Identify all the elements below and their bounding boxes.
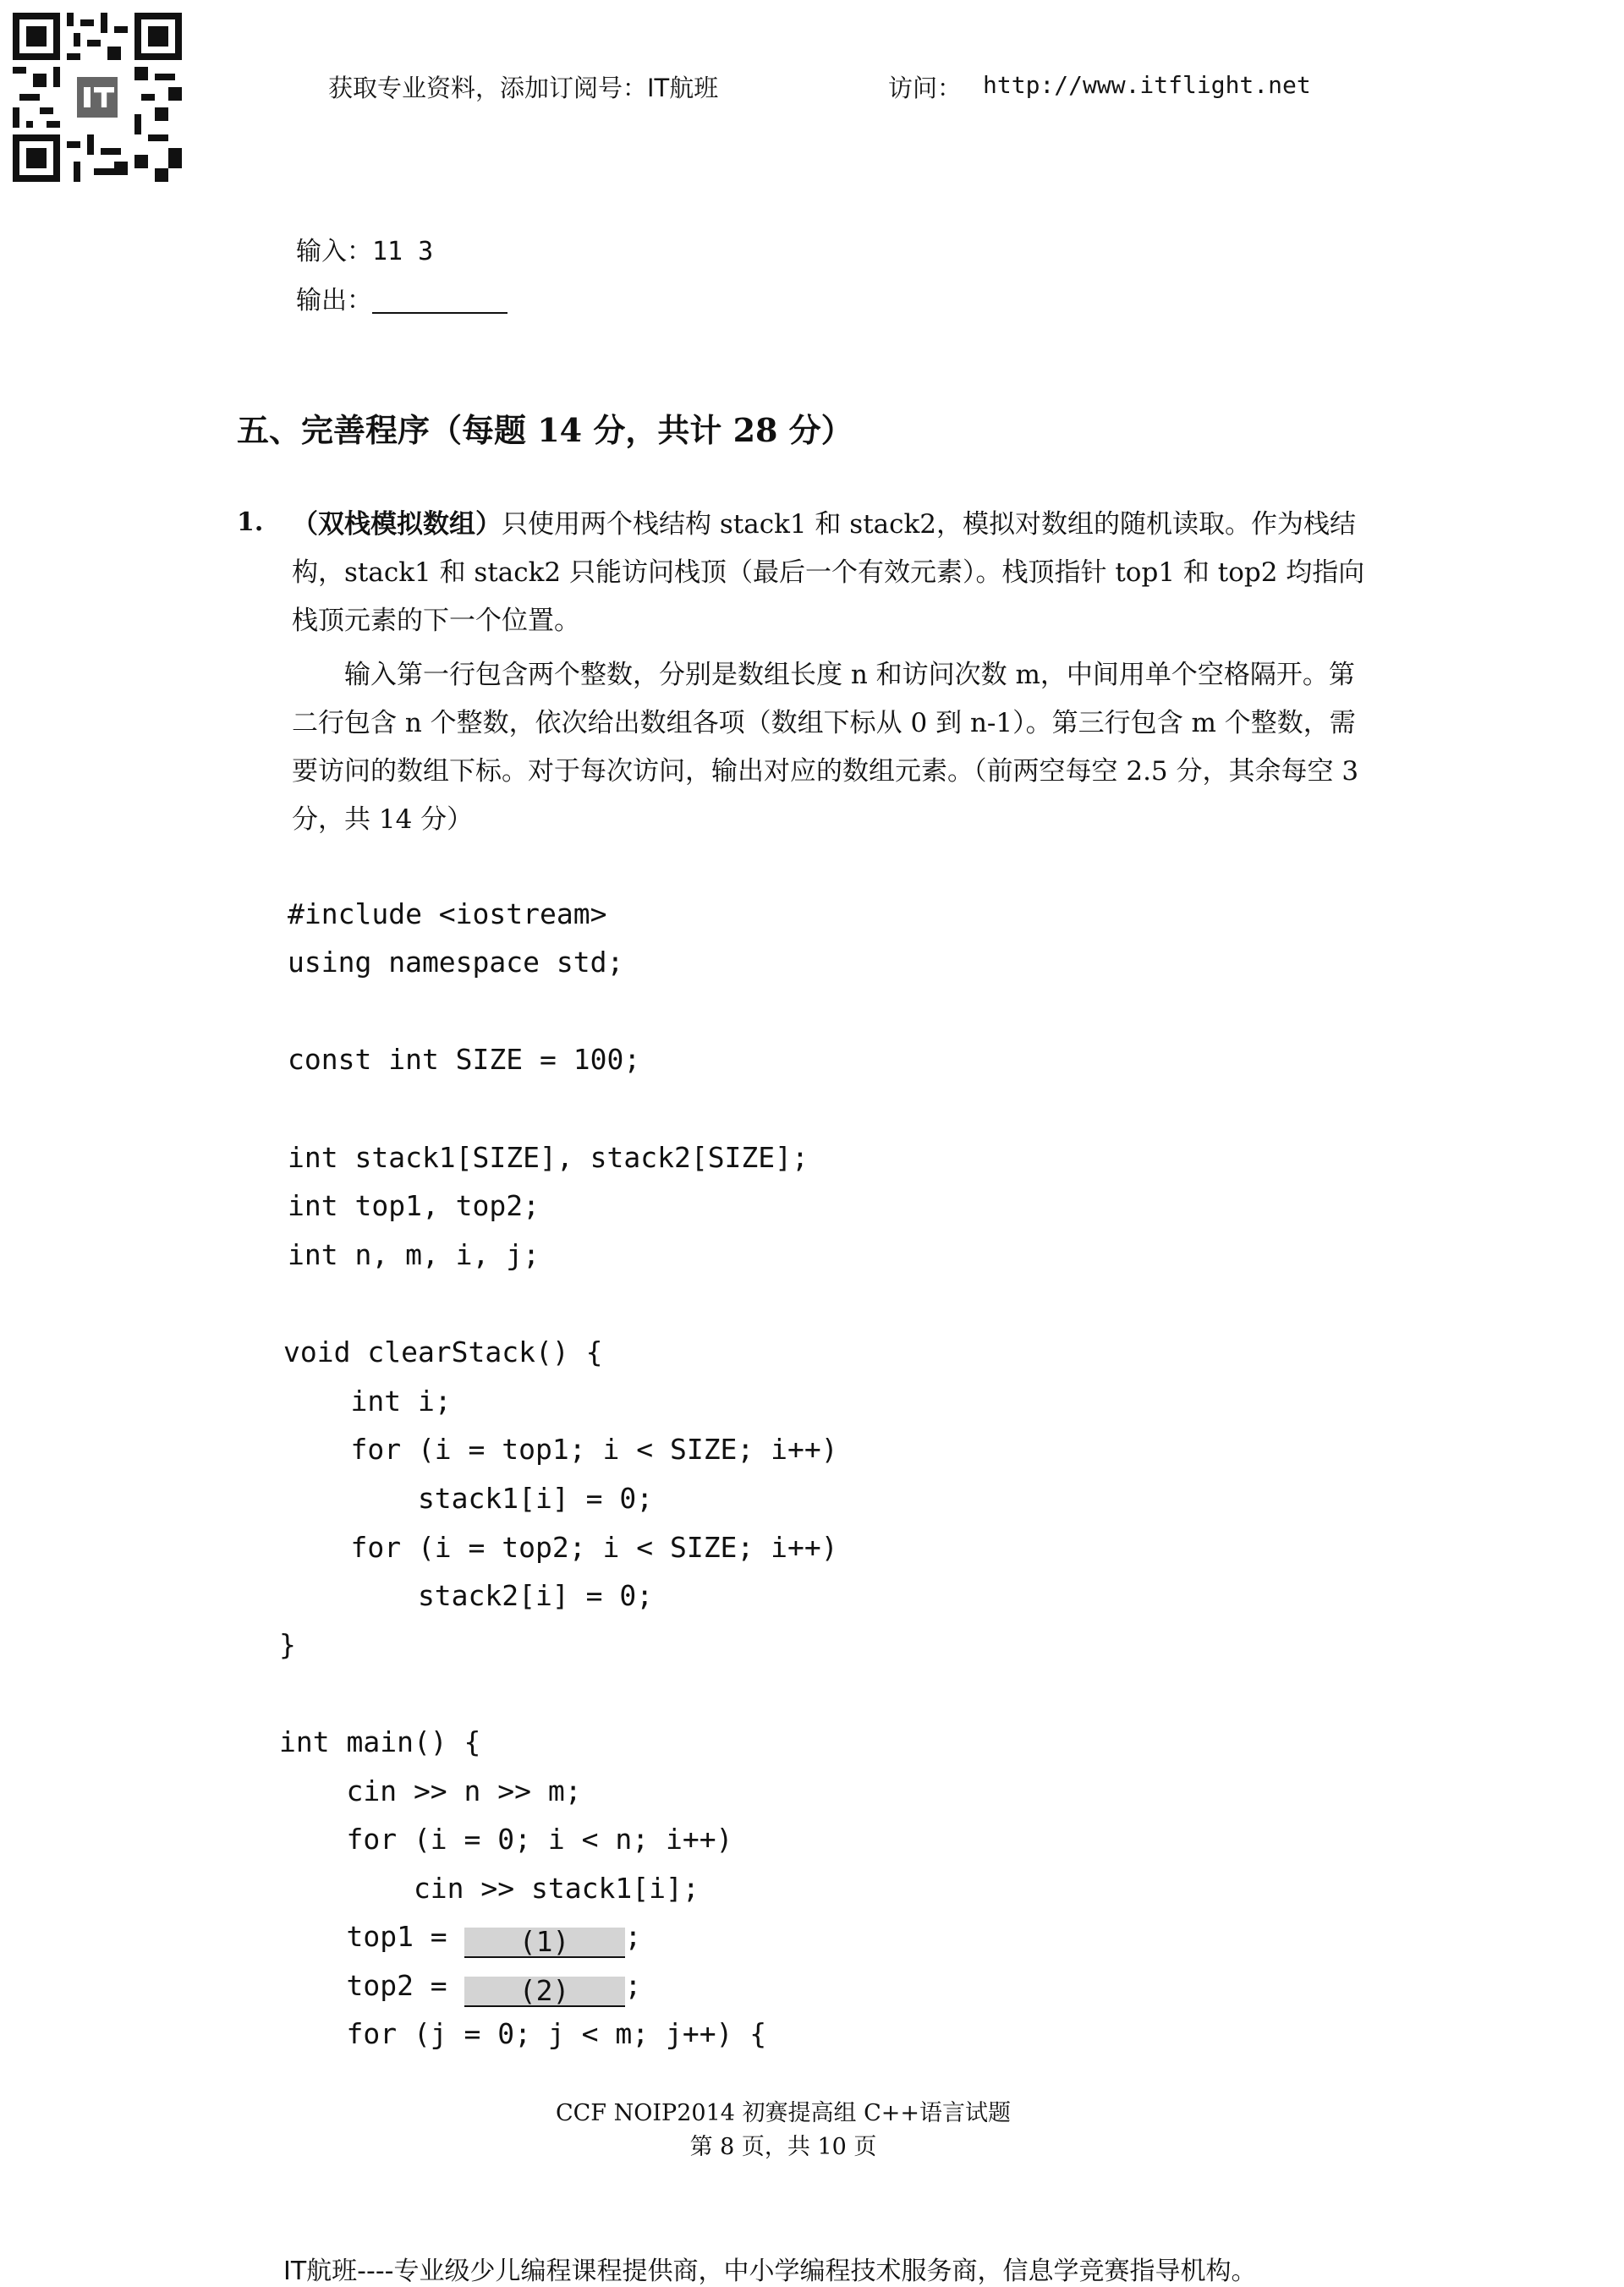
question-intro xyxy=(292,501,1374,645)
question-detail: 输入第一行包含两个整数，分别是数组长度 n 和访问次数 m，中间用单个空格隔开。第二行包含 n 个整数，依次给出数组各项（数组下标从 0 到 n-1）。第三行包含 m 个整数，需要访问的数组下标。对于每次访问，输出对应的数组元素。（前两空每空 2.5 分，其余每空 3 分，共 14 分） xyxy=(292,660,1359,835)
header-visit-label: 访问： xyxy=(888,74,963,102)
code-line-15: cin >> n >> m; xyxy=(279,1774,582,1807)
output-label: 输出： xyxy=(296,286,372,315)
code-line-4: int stack1[SIZE], stack2[SIZE]; xyxy=(288,1141,809,1174)
header-url[interactable]: http://www.itflight.net xyxy=(983,71,1311,99)
code-line-5: int top1, top2; xyxy=(288,1189,540,1222)
code-line-14: int main() { xyxy=(279,1725,481,1758)
footer-exam-title: CCF NOIP2014 初赛提高组 C++语言试题 xyxy=(555,2100,1011,2126)
code-line-18-prefix: top1 = xyxy=(279,1920,464,1953)
code-line-16: for (i = 0; i < n; i++) xyxy=(279,1823,733,1856)
qr-code-icon xyxy=(13,13,182,182)
code-line-2: using namespace std; xyxy=(288,946,624,979)
code-line-13: } xyxy=(279,1628,296,1661)
section-title: 五、完善程序（每题 14 分，共计 28 分） xyxy=(237,411,853,449)
code-line-18 xyxy=(279,1921,641,1958)
question-number: 1. xyxy=(237,507,264,537)
question-intro-text: 只使用两个栈结构 stack1 和 stack2，模拟对数组的随机读取。作为栈结构，stack1 和 stack2 只能访问栈顶（最后一个有效元素）。栈顶指针 top1 和 top2 均指向栈顶元素的下一个位置。 xyxy=(292,509,1365,636)
code-line-8: int i; xyxy=(283,1385,452,1418)
footer-page-number: 第 8 页，共 10 页 xyxy=(689,2134,877,2160)
code-line-7: void clearStack() { xyxy=(283,1335,603,1368)
input-value: 11 3 xyxy=(372,237,434,266)
code-line-18-end: ; xyxy=(624,1920,642,1953)
code-line-20: for (j = 0; j < m; j++) { xyxy=(279,2017,767,2050)
input-label: 输入： xyxy=(296,237,372,266)
code-line-11: for (i = top2; i < SIZE; i++) xyxy=(283,1531,838,1564)
code-line-17: cin >> stack1[i]; xyxy=(279,1872,700,1905)
code-line-3: const int SIZE = 100; xyxy=(288,1043,641,1076)
code-line-19 xyxy=(279,1970,641,2007)
code-line-10: stack1[i] = 0; xyxy=(283,1482,654,1515)
code-line-9: for (i = top1; i < SIZE; i++) xyxy=(283,1433,838,1466)
header-promo: 获取专业资料，添加订阅号：IT航班 xyxy=(328,74,719,102)
output-blank xyxy=(372,287,508,314)
blank-1: (1) xyxy=(464,1928,625,1958)
code-line-12: stack2[i] = 0; xyxy=(283,1579,654,1612)
footer-slogan: IT航班----专业级少儿编程课程提供商，中小学编程技术服务商，信息学竞赛指导机构。 xyxy=(283,2257,1257,2286)
question-title: （双栈模拟数组） xyxy=(292,509,502,540)
code-line-6: int n, m, i, j; xyxy=(288,1238,540,1271)
code-line-1: #include <iostream> xyxy=(288,897,607,930)
blank-2: (2) xyxy=(464,1977,625,2007)
code-line-19-prefix: top2 = xyxy=(279,1969,464,2002)
output-line xyxy=(296,279,508,316)
input-line xyxy=(296,230,433,267)
code-line-19-end: ; xyxy=(624,1969,642,2002)
